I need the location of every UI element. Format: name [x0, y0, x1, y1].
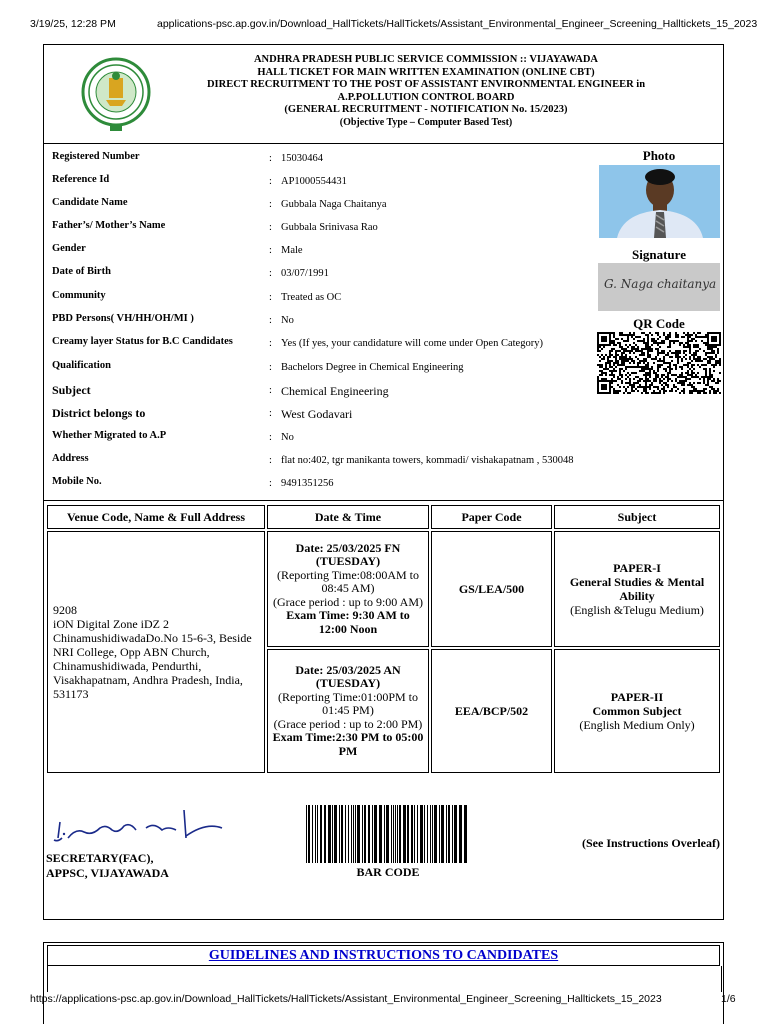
colon: : — [269, 315, 272, 326]
qr-code-label: QR Code — [633, 316, 685, 331]
session-2-paper-code: EEA/BCP/502 — [431, 649, 552, 773]
session-1-subject-name: General Studies & Mental Ability — [569, 575, 705, 603]
header-paper-code: Paper Code — [431, 505, 552, 529]
colon: : — [269, 338, 272, 349]
candidate-signature — [598, 263, 720, 311]
label-qualification: Qualification — [52, 360, 111, 371]
session-1-day: (TUESDAY) — [315, 554, 381, 569]
session-1-grace: (Grace period : up to 9:00 AM) — [273, 594, 423, 609]
session-2-day: (TUESDAY) — [315, 676, 381, 691]
candidate-photo — [599, 165, 720, 238]
value-qualification: Bachelors Degree in Chemical Engineering — [281, 362, 464, 373]
label-pbd: PBD Persons( VH/HH/OH/MI ) — [52, 313, 194, 324]
venue-cell — [47, 531, 265, 773]
exam-schedule-table — [45, 503, 722, 775]
label-migrated: Whether Migrated to A.P — [52, 430, 167, 441]
value-mobile: 9491351256 — [281, 478, 334, 489]
guidelines-title-box — [47, 945, 720, 966]
value-dob: 03/07/1991 — [281, 268, 329, 279]
colon: : — [269, 153, 272, 164]
header-line-2: HALL TICKET FOR MAIN WRITTEN EXAMINATION (ONLINE CBT) — [257, 66, 595, 78]
colon: : — [269, 222, 272, 233]
session-2-date: Date: 25/03/2025 AN — [295, 662, 401, 677]
session-2-paper: PAPER-II — [610, 690, 664, 704]
value-pbd: No — [281, 315, 294, 326]
signature-label: Signature — [632, 247, 686, 262]
colon: : — [269, 268, 272, 279]
header-line-3: DIRECT RECRUITMENT TO THE POST OF ASSISTANT ENVIRONMENTAL ENGINEER in — [206, 79, 646, 91]
print-url-top: applications-psc.ap.gov.in/Download_HallTickets/HallTickets/Assistant_Environmental_Engineer_Screening_Halltickets_15_2023 — [157, 18, 758, 30]
header-line-4: A.P.POLLUTION CONTROL BOARD — [337, 91, 515, 103]
colon: : — [269, 362, 272, 373]
qr-code — [597, 332, 721, 394]
label-district: District belongs to — [52, 406, 146, 420]
label-dob: Date of Birth — [52, 266, 111, 277]
label-creamy-layer: Creamy layer Status for B.C Candidates — [52, 336, 233, 347]
value-gender: Male — [281, 245, 303, 256]
value-candidate-name: Gubbala Naga Chaitanya — [281, 199, 387, 210]
colon: : — [269, 385, 272, 396]
value-address: flat no:402, tgr manikanta towers, kommadi/ vishakapatnam , 530048 — [281, 455, 574, 466]
barcode-label: BAR CODE — [356, 865, 420, 879]
label-mobile: Mobile No. — [52, 476, 102, 487]
session-1-paper: PAPER-I — [613, 561, 661, 575]
session-2-reporting: (Reporting Time:01:00PM to 01:45 PM) — [277, 689, 419, 718]
instructions-note: (See Instructions Overleaf) — [582, 836, 720, 850]
header-line-1: ANDHRA PRADESH PUBLIC SERVICE COMMISSION :: VIJAYAWADA — [253, 54, 599, 65]
header-venue: Venue Code, Name & Full Address — [47, 505, 265, 529]
session-1-medium: (English &Telugu Medium) — [570, 603, 704, 617]
colon: : — [269, 176, 272, 187]
value-community: Treated as OC — [281, 292, 342, 303]
session-2-grace: (Grace period : up to 2:00 PM) — [273, 716, 423, 731]
table-header-row — [47, 505, 720, 529]
print-datetime: 3/19/25, 12:28 PM — [30, 18, 116, 30]
secretary-block — [46, 851, 169, 881]
colon: : — [269, 478, 272, 489]
colon: : — [269, 199, 272, 210]
secretary-office: APPSC, VIJAYAWADA — [46, 866, 169, 880]
header-line-6: (Objective Type – Computer Based Test) — [339, 116, 513, 128]
session-1-paper-code: GS/LEA/500 — [431, 531, 552, 647]
session-2-medium: (English Medium Only) — [579, 718, 695, 732]
value-subject: Chemical Engineering — [281, 384, 389, 398]
colon: : — [269, 245, 272, 256]
secretary-signature — [46, 800, 236, 850]
table-row — [47, 531, 720, 647]
label-gender: Gender — [52, 243, 86, 254]
colon: : — [269, 432, 272, 443]
label-candidate-name: Candidate Name — [52, 197, 128, 208]
value-migrated: No — [281, 432, 294, 443]
session-2-datetime — [267, 649, 429, 773]
colon: : — [269, 292, 272, 303]
session-2-exam-time: Exam Time:2:30 PM to 05:00 PM — [272, 730, 424, 758]
guidelines-divider — [43, 966, 48, 992]
session-1-datetime — [267, 531, 429, 647]
header-date-time: Date & Time — [267, 505, 429, 529]
label-community: Community — [52, 290, 106, 301]
print-url-bottom: https://applications-psc.ap.gov.in/Download_HallTickets/HallTickets/Assistant_Environmental_Engineer_Screening_Halltickets_15_2023 — [30, 993, 662, 1005]
venue-code: 9208 — [53, 603, 77, 617]
session-2-subject-name: Common Subject — [592, 704, 682, 718]
value-district: West Godavari — [281, 407, 353, 421]
header-line-5: (GENERAL RECRUITMENT - NOTIFICATION No. 15/2023) — [284, 104, 568, 116]
session-1-date: Date: 25/03/2025 FN — [295, 540, 401, 555]
label-reference-id: Reference Id — [52, 174, 110, 185]
value-parent-name: Gubbala Srinivasa Rao — [281, 222, 378, 233]
header-title — [170, 54, 682, 130]
label-registered-number: Registered Number — [52, 151, 140, 162]
label-address: Address — [52, 453, 89, 464]
session-1-reporting: (Reporting Time:08:00AM to 08:45 AM) — [276, 567, 419, 596]
session-1-subject — [554, 531, 720, 647]
barcode — [306, 805, 470, 865]
value-registered-number: 15030464 — [281, 153, 323, 164]
label-subject: Subject — [52, 383, 91, 397]
colon: : — [269, 408, 272, 419]
ap-emblem-icon — [80, 54, 152, 134]
secretary-title: SECRETARY(FAC), — [46, 851, 154, 865]
print-page-number: 1/6 — [721, 993, 736, 1005]
header-subject: Subject — [554, 505, 720, 529]
session-2-subject — [554, 649, 720, 773]
signature-text: G. Naga chaitanya — [604, 277, 717, 291]
colon: : — [269, 455, 272, 466]
value-reference-id: AP1000554431 — [281, 176, 347, 187]
guidelines-title: GUIDELINES AND INSTRUCTIONS TO CANDIDATES — [208, 948, 559, 963]
session-1-exam-time: Exam Time: 9:30 AM to 12:00 Noon — [286, 608, 410, 636]
value-creamy-layer: Yes (If yes, your candidature will come under Open Category) — [281, 338, 543, 349]
photo-label: Photo — [642, 148, 676, 163]
label-parent-name: Father’s/ Mother’s Name — [52, 220, 166, 231]
guidelines-divider — [720, 966, 722, 992]
venue-address: iON Digital Zone iDZ 2 ChinamushidiwadaDo.No 15-6-3, Beside NRI College, Opp ABN Church, Chinamushidiwada, Pendurthi, Visakhapatnam, Andhra Pradesh, India, 531173 — [53, 617, 252, 701]
